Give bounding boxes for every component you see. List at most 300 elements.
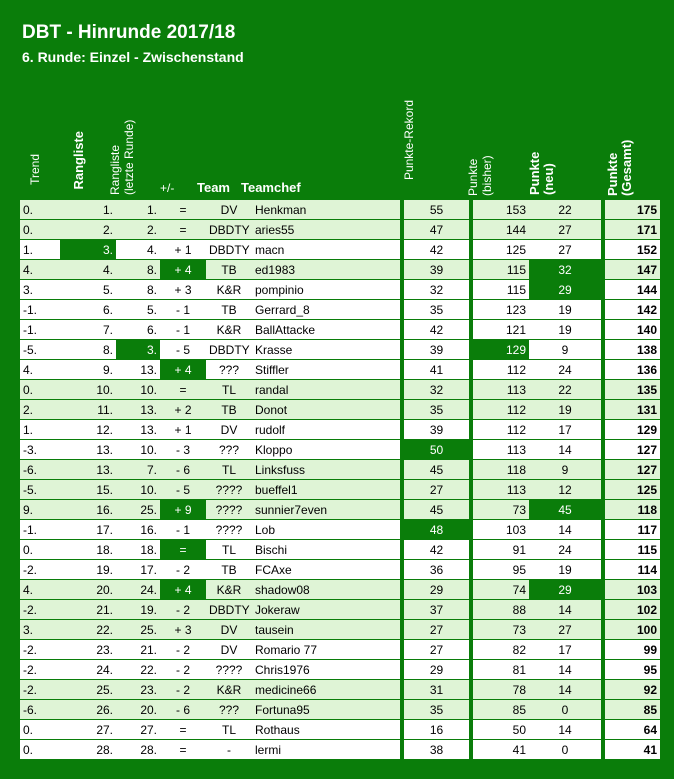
- header-rangliste-letzte: [108, 105, 138, 195]
- diff-cell: + 1: [160, 420, 206, 440]
- points-before-cell: 73: [473, 620, 529, 640]
- table-row: [20, 700, 660, 720]
- team-cell: TL: [206, 380, 252, 400]
- last-rank-cell: 22.: [116, 660, 160, 680]
- record-cell: 39: [404, 340, 469, 360]
- header-neu-line1: Punkte: [527, 151, 542, 195]
- table-row: [20, 400, 660, 420]
- team-cell: DBDTY: [206, 600, 252, 620]
- points-new-cell: 17: [529, 420, 601, 440]
- trend-cell: 2.: [20, 400, 60, 420]
- points-new-cell: 27: [529, 220, 601, 240]
- last-rank-cell: 27.: [116, 720, 160, 740]
- table-row: [20, 420, 660, 440]
- teamchef-cell: pompinio: [252, 280, 400, 300]
- points-before-cell: 112: [473, 360, 529, 380]
- trend-cell: -5.: [20, 480, 60, 500]
- points-before-cell: 113: [473, 380, 529, 400]
- table-row: [20, 240, 660, 260]
- rank-cell: 4.: [60, 260, 116, 280]
- rank-cell: 19.: [60, 560, 116, 580]
- record-cell: 39: [404, 420, 469, 440]
- points-total-cell: 117: [605, 520, 660, 540]
- last-rank-cell: 28.: [116, 740, 160, 760]
- diff-cell: - 1: [160, 300, 206, 320]
- teamchef-cell: FCAxe: [252, 560, 400, 580]
- points-total-cell: 127: [605, 460, 660, 480]
- header-trend: Trend: [28, 154, 42, 185]
- header-bisher-line1: Punkte: [466, 158, 480, 196]
- rank-cell: 1.: [60, 200, 116, 220]
- points-new-cell: 14: [529, 520, 601, 540]
- team-cell: DV: [206, 200, 252, 220]
- record-cell: 29: [404, 660, 469, 680]
- team-cell: ???: [206, 700, 252, 720]
- table-row: [20, 640, 660, 660]
- team-cell: K&R: [206, 280, 252, 300]
- table-row: [20, 220, 660, 240]
- team-cell: ????: [206, 660, 252, 680]
- rank-cell: 27.: [60, 720, 116, 740]
- diff-cell: - 6: [160, 700, 206, 720]
- points-new-cell: 0: [529, 700, 601, 720]
- points-before-cell: 113: [473, 480, 529, 500]
- record-cell: 42: [404, 540, 469, 560]
- teamchef-cell: BallAttacke: [252, 320, 400, 340]
- points-before-cell: 121: [473, 320, 529, 340]
- diff-cell: + 1: [160, 240, 206, 260]
- points-total-cell: 144: [605, 280, 660, 300]
- points-total-cell: 127: [605, 440, 660, 460]
- record-cell: 45: [404, 500, 469, 520]
- points-new-cell: 24: [529, 360, 601, 380]
- team-cell: ???: [206, 360, 252, 380]
- points-before-cell: 153: [473, 200, 529, 220]
- record-cell: 32: [404, 380, 469, 400]
- team-cell: DBDTY: [206, 340, 252, 360]
- trend-cell: 1.: [20, 240, 60, 260]
- points-total-cell: 142: [605, 300, 660, 320]
- trend-cell: 0.: [20, 540, 60, 560]
- points-before-cell: 82: [473, 640, 529, 660]
- teamchef-cell: ed1983: [252, 260, 400, 280]
- table-row: [20, 320, 660, 340]
- teamchef-cell: lermi: [252, 740, 400, 760]
- rank-cell: 6.: [60, 300, 116, 320]
- points-new-cell: 14: [529, 660, 601, 680]
- team-cell: ????: [206, 480, 252, 500]
- diff-cell: - 5: [160, 340, 206, 360]
- diff-cell: - 2: [160, 680, 206, 700]
- points-total-cell: 138: [605, 340, 660, 360]
- points-total-cell: 118: [605, 500, 660, 520]
- teamchef-cell: Kloppo: [252, 440, 400, 460]
- last-rank-cell: 20.: [116, 700, 160, 720]
- teamchef-cell: Stiffler: [252, 360, 400, 380]
- trend-cell: 1.: [20, 420, 60, 440]
- rank-cell: 21.: [60, 600, 116, 620]
- team-cell: ???: [206, 440, 252, 460]
- rank-cell: 25.: [60, 680, 116, 700]
- last-rank-cell: 4.: [116, 240, 160, 260]
- table-row: [20, 460, 660, 480]
- trend-cell: -2.: [20, 640, 60, 660]
- rank-cell: 2.: [60, 220, 116, 240]
- teamchef-cell: Jokeraw: [252, 600, 400, 620]
- header-rangliste-letzte-line2: (letzte Runde): [122, 119, 136, 195]
- header-bisher-line2: (bisher): [480, 155, 494, 196]
- record-cell: 47: [404, 220, 469, 240]
- points-before-cell: 115: [473, 280, 529, 300]
- teamchef-cell: Linksfuss: [252, 460, 400, 480]
- trend-cell: -2.: [20, 560, 60, 580]
- diff-cell: - 1: [160, 320, 206, 340]
- points-total-cell: 152: [605, 240, 660, 260]
- team-cell: TL: [206, 460, 252, 480]
- trend-cell: 0.: [20, 200, 60, 220]
- last-rank-cell: 10.: [116, 480, 160, 500]
- team-cell: K&R: [206, 680, 252, 700]
- points-before-cell: 144: [473, 220, 529, 240]
- table-row: [20, 280, 660, 300]
- record-cell: 41: [404, 360, 469, 380]
- points-total-cell: 103: [605, 580, 660, 600]
- diff-cell: - 2: [160, 600, 206, 620]
- team-cell: ????: [206, 500, 252, 520]
- last-rank-cell: 13.: [116, 420, 160, 440]
- team-cell: TB: [206, 260, 252, 280]
- record-cell: 35: [404, 300, 469, 320]
- diff-cell: - 5: [160, 480, 206, 500]
- teamchef-cell: Henkman: [252, 200, 400, 220]
- diff-cell: + 2: [160, 400, 206, 420]
- points-new-cell: 14: [529, 680, 601, 700]
- last-rank-cell: 13.: [116, 400, 160, 420]
- diff-cell: + 9: [160, 500, 206, 520]
- record-cell: 55: [404, 200, 469, 220]
- header-neu: [528, 145, 558, 195]
- rank-cell: 28.: [60, 740, 116, 760]
- rank-cell: 26.: [60, 700, 116, 720]
- teamchef-cell: medicine66: [252, 680, 400, 700]
- header-diff: +/-: [160, 181, 175, 195]
- header-rangliste: Rangliste: [71, 131, 86, 190]
- rank-cell: 11.: [60, 400, 116, 420]
- points-before-cell: 129: [473, 340, 529, 360]
- record-cell: 37: [404, 600, 469, 620]
- teamchef-cell: Bischi: [252, 540, 400, 560]
- points-total-cell: 95: [605, 660, 660, 680]
- trend-cell: 0.: [20, 720, 60, 740]
- points-new-cell: 19: [529, 400, 601, 420]
- teamchef-cell: Gerrard_8: [252, 300, 400, 320]
- table-row: [20, 260, 660, 280]
- points-new-cell: 22: [529, 200, 601, 220]
- rank-cell: 13.: [60, 440, 116, 460]
- table-row: [20, 580, 660, 600]
- last-rank-cell: 25.: [116, 500, 160, 520]
- points-total-cell: 99: [605, 640, 660, 660]
- table-row: [20, 440, 660, 460]
- table-row: [20, 340, 660, 360]
- trend-cell: -5.: [20, 340, 60, 360]
- rank-cell: 5.: [60, 280, 116, 300]
- team-cell: TB: [206, 400, 252, 420]
- teamchef-cell: Rothaus: [252, 720, 400, 740]
- team-cell: DBDTY: [206, 240, 252, 260]
- header-team: Team: [197, 180, 230, 195]
- last-rank-cell: 8.: [116, 280, 160, 300]
- team-cell: ????: [206, 520, 252, 540]
- team-cell: TB: [206, 300, 252, 320]
- rank-cell: 8.: [60, 340, 116, 360]
- standings-body: [20, 200, 660, 760]
- trend-cell: 4.: [20, 260, 60, 280]
- header-neu-line2: (neu): [541, 163, 556, 195]
- points-total-cell: 41: [605, 740, 660, 760]
- rank-cell: 17.: [60, 520, 116, 540]
- rank-cell: 15.: [60, 480, 116, 500]
- standings-table: [20, 200, 660, 760]
- teamchef-cell: macn: [252, 240, 400, 260]
- trend-cell: -1.: [20, 520, 60, 540]
- diff-cell: + 4: [160, 360, 206, 380]
- last-rank-cell: 19.: [116, 600, 160, 620]
- record-cell: 36: [404, 560, 469, 580]
- record-cell: 35: [404, 400, 469, 420]
- trend-cell: 9.: [20, 500, 60, 520]
- diff-cell: =: [160, 220, 206, 240]
- record-cell: 42: [404, 240, 469, 260]
- points-before-cell: 73: [473, 500, 529, 520]
- rank-cell: 20.: [60, 580, 116, 600]
- points-before-cell: 78: [473, 680, 529, 700]
- team-cell: K&R: [206, 580, 252, 600]
- header-rangliste-letzte-line1: Rangliste: [108, 144, 122, 195]
- trend-cell: 4.: [20, 580, 60, 600]
- points-total-cell: 114: [605, 560, 660, 580]
- table-row: [20, 300, 660, 320]
- rank-cell: 3.: [60, 240, 116, 260]
- rank-cell: 9.: [60, 360, 116, 380]
- points-new-cell: 27: [529, 620, 601, 640]
- trend-cell: 0.: [20, 380, 60, 400]
- teamchef-cell: randal: [252, 380, 400, 400]
- header-gesamt-line1: Punkte: [605, 152, 620, 196]
- points-total-cell: 92: [605, 680, 660, 700]
- points-before-cell: 118: [473, 460, 529, 480]
- last-rank-cell: 10.: [116, 440, 160, 460]
- points-new-cell: 32: [529, 260, 601, 280]
- points-new-cell: 19: [529, 320, 601, 340]
- header-gesamt-line2: (Gesamt): [619, 139, 634, 196]
- table-row: [20, 620, 660, 640]
- points-new-cell: 9: [529, 340, 601, 360]
- record-cell: 42: [404, 320, 469, 340]
- points-total-cell: 129: [605, 420, 660, 440]
- table-row: [20, 740, 660, 760]
- points-before-cell: 123: [473, 300, 529, 320]
- teamchef-cell: Lob: [252, 520, 400, 540]
- last-rank-cell: 21.: [116, 640, 160, 660]
- points-new-cell: 9: [529, 460, 601, 480]
- points-new-cell: 14: [529, 720, 601, 740]
- diff-cell: + 4: [160, 260, 206, 280]
- record-cell: 31: [404, 680, 469, 700]
- record-cell: 45: [404, 460, 469, 480]
- points-new-cell: 24: [529, 540, 601, 560]
- teamchef-cell: rudolf: [252, 420, 400, 440]
- record-cell: 39: [404, 260, 469, 280]
- points-new-cell: 0: [529, 740, 601, 760]
- header-teamchef: Teamchef: [241, 180, 301, 195]
- rank-cell: 10.: [60, 380, 116, 400]
- page-title: DBT - Hinrunde 2017/18: [22, 22, 236, 43]
- teamchef-cell: bueffel1: [252, 480, 400, 500]
- teamchef-cell: sunnier7even: [252, 500, 400, 520]
- diff-cell: - 2: [160, 640, 206, 660]
- diff-cell: - 1: [160, 520, 206, 540]
- table-row: [20, 720, 660, 740]
- rank-cell: 7.: [60, 320, 116, 340]
- points-new-cell: 29: [529, 280, 601, 300]
- trend-cell: -2.: [20, 660, 60, 680]
- teamchef-cell: aries55: [252, 220, 400, 240]
- last-rank-cell: 5.: [116, 300, 160, 320]
- team-cell: K&R: [206, 320, 252, 340]
- trend-cell: -1.: [20, 300, 60, 320]
- table-row: [20, 660, 660, 680]
- team-cell: TL: [206, 720, 252, 740]
- last-rank-cell: 8.: [116, 260, 160, 280]
- table-row: [20, 600, 660, 620]
- points-total-cell: 135: [605, 380, 660, 400]
- team-cell: DV: [206, 640, 252, 660]
- points-before-cell: 115: [473, 260, 529, 280]
- team-cell: TB: [206, 560, 252, 580]
- diff-cell: - 3: [160, 440, 206, 460]
- points-total-cell: 131: [605, 400, 660, 420]
- points-new-cell: 19: [529, 560, 601, 580]
- points-before-cell: 113: [473, 440, 529, 460]
- points-total-cell: 115: [605, 540, 660, 560]
- teamchef-cell: Romario 77: [252, 640, 400, 660]
- header-bisher: [466, 148, 496, 196]
- trend-cell: -3.: [20, 440, 60, 460]
- points-before-cell: 95: [473, 560, 529, 580]
- points-before-cell: 81: [473, 660, 529, 680]
- record-cell: 38: [404, 740, 469, 760]
- diff-cell: =: [160, 200, 206, 220]
- trend-cell: -6.: [20, 700, 60, 720]
- diff-cell: - 2: [160, 560, 206, 580]
- record-cell: 27: [404, 640, 469, 660]
- table-row: [20, 560, 660, 580]
- points-before-cell: 88: [473, 600, 529, 620]
- trend-cell: 0.: [20, 220, 60, 240]
- diff-cell: - 2: [160, 660, 206, 680]
- diff-cell: - 6: [160, 460, 206, 480]
- points-total-cell: 100: [605, 620, 660, 640]
- diff-cell: =: [160, 720, 206, 740]
- points-new-cell: 27: [529, 240, 601, 260]
- rank-cell: 13.: [60, 460, 116, 480]
- points-before-cell: 91: [473, 540, 529, 560]
- record-cell: 48: [404, 520, 469, 540]
- points-total-cell: 140: [605, 320, 660, 340]
- diff-cell: + 3: [160, 620, 206, 640]
- diff-cell: + 4: [160, 580, 206, 600]
- last-rank-cell: 3.: [116, 340, 160, 360]
- last-rank-cell: 2.: [116, 220, 160, 240]
- table-row: [20, 500, 660, 520]
- diff-cell: =: [160, 740, 206, 760]
- record-cell: 35: [404, 700, 469, 720]
- trend-cell: 3.: [20, 280, 60, 300]
- teamchef-cell: Fortuna95: [252, 700, 400, 720]
- points-before-cell: 103: [473, 520, 529, 540]
- points-total-cell: 175: [605, 200, 660, 220]
- diff-cell: =: [160, 540, 206, 560]
- points-before-cell: 74: [473, 580, 529, 600]
- points-total-cell: 171: [605, 220, 660, 240]
- points-total-cell: 85: [605, 700, 660, 720]
- points-new-cell: 19: [529, 300, 601, 320]
- team-cell: DBDTY: [206, 220, 252, 240]
- team-cell: -: [206, 740, 252, 760]
- points-total-cell: 125: [605, 480, 660, 500]
- points-new-cell: 14: [529, 600, 601, 620]
- last-rank-cell: 6.: [116, 320, 160, 340]
- page-subtitle: 6. Runde: Einzel - Zwischenstand: [22, 49, 244, 65]
- record-cell: 29: [404, 580, 469, 600]
- last-rank-cell: 16.: [116, 520, 160, 540]
- rank-cell: 22.: [60, 620, 116, 640]
- table-row: [20, 200, 660, 220]
- points-before-cell: 112: [473, 400, 529, 420]
- points-total-cell: 147: [605, 260, 660, 280]
- diff-cell: + 3: [160, 280, 206, 300]
- teamchef-cell: Chris1976: [252, 660, 400, 680]
- trend-cell: -1.: [20, 320, 60, 340]
- last-rank-cell: 1.: [116, 200, 160, 220]
- points-before-cell: 125: [473, 240, 529, 260]
- points-total-cell: 64: [605, 720, 660, 740]
- last-rank-cell: 10.: [116, 380, 160, 400]
- last-rank-cell: 23.: [116, 680, 160, 700]
- record-cell: 27: [404, 620, 469, 640]
- table-row: [20, 680, 660, 700]
- last-rank-cell: 13.: [116, 360, 160, 380]
- points-new-cell: 45: [529, 500, 601, 520]
- record-cell: 32: [404, 280, 469, 300]
- points-total-cell: 102: [605, 600, 660, 620]
- rank-cell: 18.: [60, 540, 116, 560]
- team-cell: DV: [206, 420, 252, 440]
- table-row: [20, 520, 660, 540]
- trend-cell: 0.: [20, 740, 60, 760]
- team-cell: TL: [206, 540, 252, 560]
- teamchef-cell: tausein: [252, 620, 400, 640]
- table-row: [20, 380, 660, 400]
- last-rank-cell: 24.: [116, 580, 160, 600]
- record-cell: 50: [404, 440, 469, 460]
- table-row: [20, 480, 660, 500]
- last-rank-cell: 17.: [116, 560, 160, 580]
- points-new-cell: 22: [529, 380, 601, 400]
- trend-cell: 4.: [20, 360, 60, 380]
- header-gesamt: [606, 130, 638, 196]
